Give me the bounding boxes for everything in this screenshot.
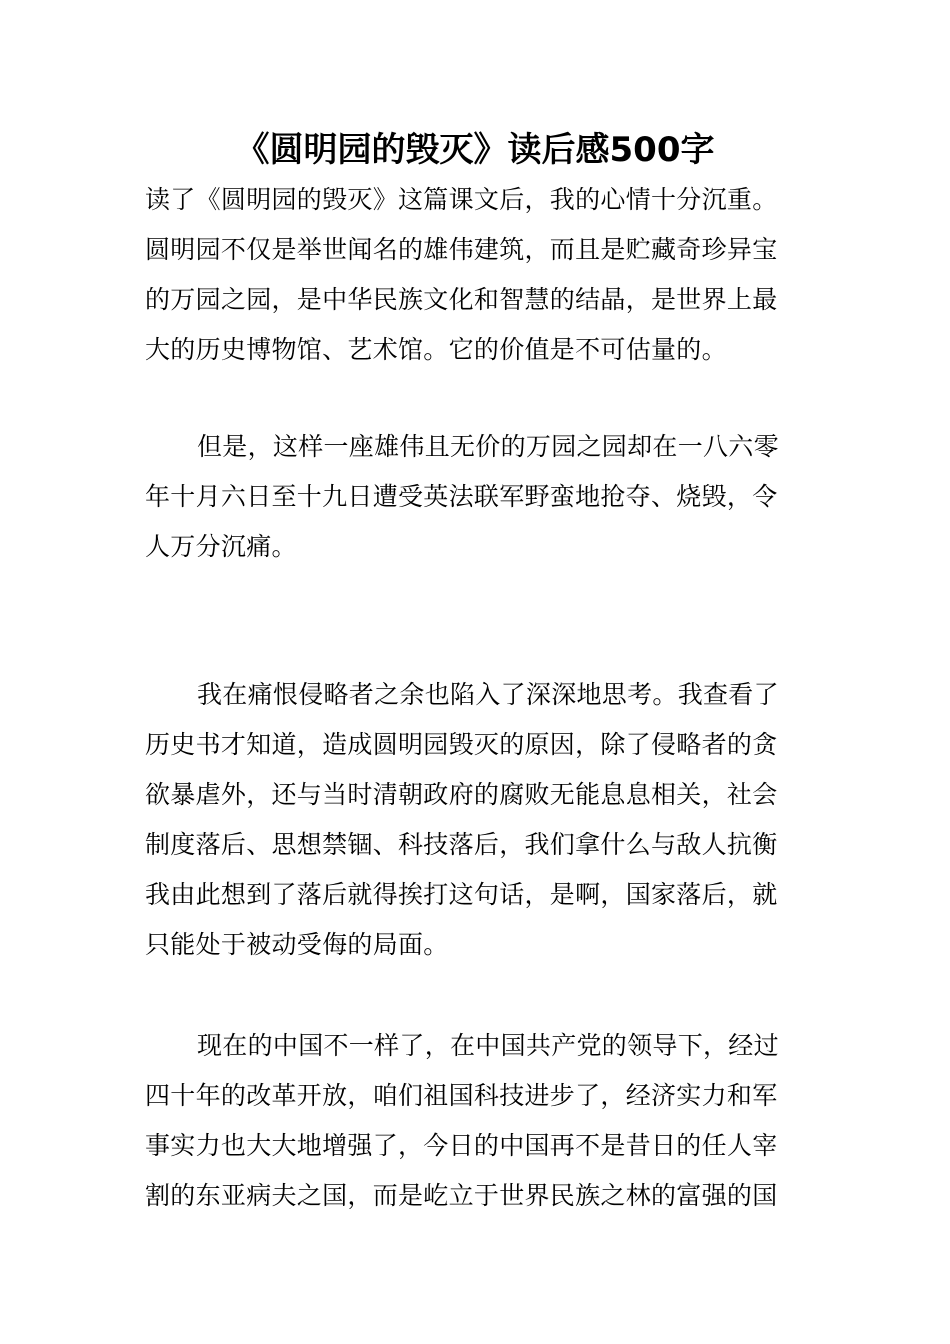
paragraph-2 [145, 422, 809, 572]
paragraph-line: 圆明园不仅是举世闻名的雄伟建筑，而且是贮藏奇珍异宝 [145, 235, 778, 264]
paragraph-3 [145, 670, 809, 970]
paragraph-line: 欲暴虐外，还与当时清朝政府的腐败无能息息相关，社会 [145, 780, 778, 809]
paragraph-line: 我由此想到了落后就得挨打这句话，是啊，国家落后，就 [145, 880, 778, 909]
paragraph-line: 事实力也大大地增强了，今日的中国再不是昔日的任人宰 [145, 1131, 778, 1160]
paragraph-line: 割的东亚病夫之国，而是屹立于世界民族之林的富强的国 [145, 1181, 778, 1210]
paragraph-4 [145, 1021, 809, 1221]
paragraph-line: 只能处于被动受侮的局面。 [145, 930, 449, 959]
paragraph-line: 人万分沉痛。 [145, 532, 297, 561]
paragraph-line: 四十年的改革开放，咱们祖国科技进步了，经济实力和军 [145, 1081, 778, 1110]
paragraph-line: 读了《圆明园的毁灭》这篇课文后，我的心情十分沉重。 [145, 185, 778, 214]
paragraph-line: 年十月六日至十九日遭受英法联军野蛮地抢夺、烧毁，令 [145, 482, 778, 511]
paragraph-1 [145, 175, 809, 375]
document-title: 《圆明园的毁灭》读后感500字 [235, 130, 715, 170]
paragraph-line: 我在痛恨侵略者之余也陷入了深深地思考。我查看了 [197, 680, 779, 709]
paragraph-line: 制度落后、思想禁锢、科技落后，我们拿什么与敌人抗衡 [145, 830, 778, 859]
paragraph-line: 现在的中国不一样了，在中国共产党的领导下，经过 [197, 1031, 779, 1060]
paragraph-line: 但是，这样一座雄伟且无价的万园之园却在一八六零 [197, 432, 779, 461]
paragraph-line: 历史书才知道，造成圆明园毁灭的原因，除了侵略者的贪 [145, 730, 778, 759]
paragraph-line: 大的历史博物馆、艺术馆。它的价值是不可估量的。 [145, 335, 727, 364]
paragraph-line: 的万园之园，是中华民族文化和智慧的结晶，是世界上最 [145, 285, 778, 314]
